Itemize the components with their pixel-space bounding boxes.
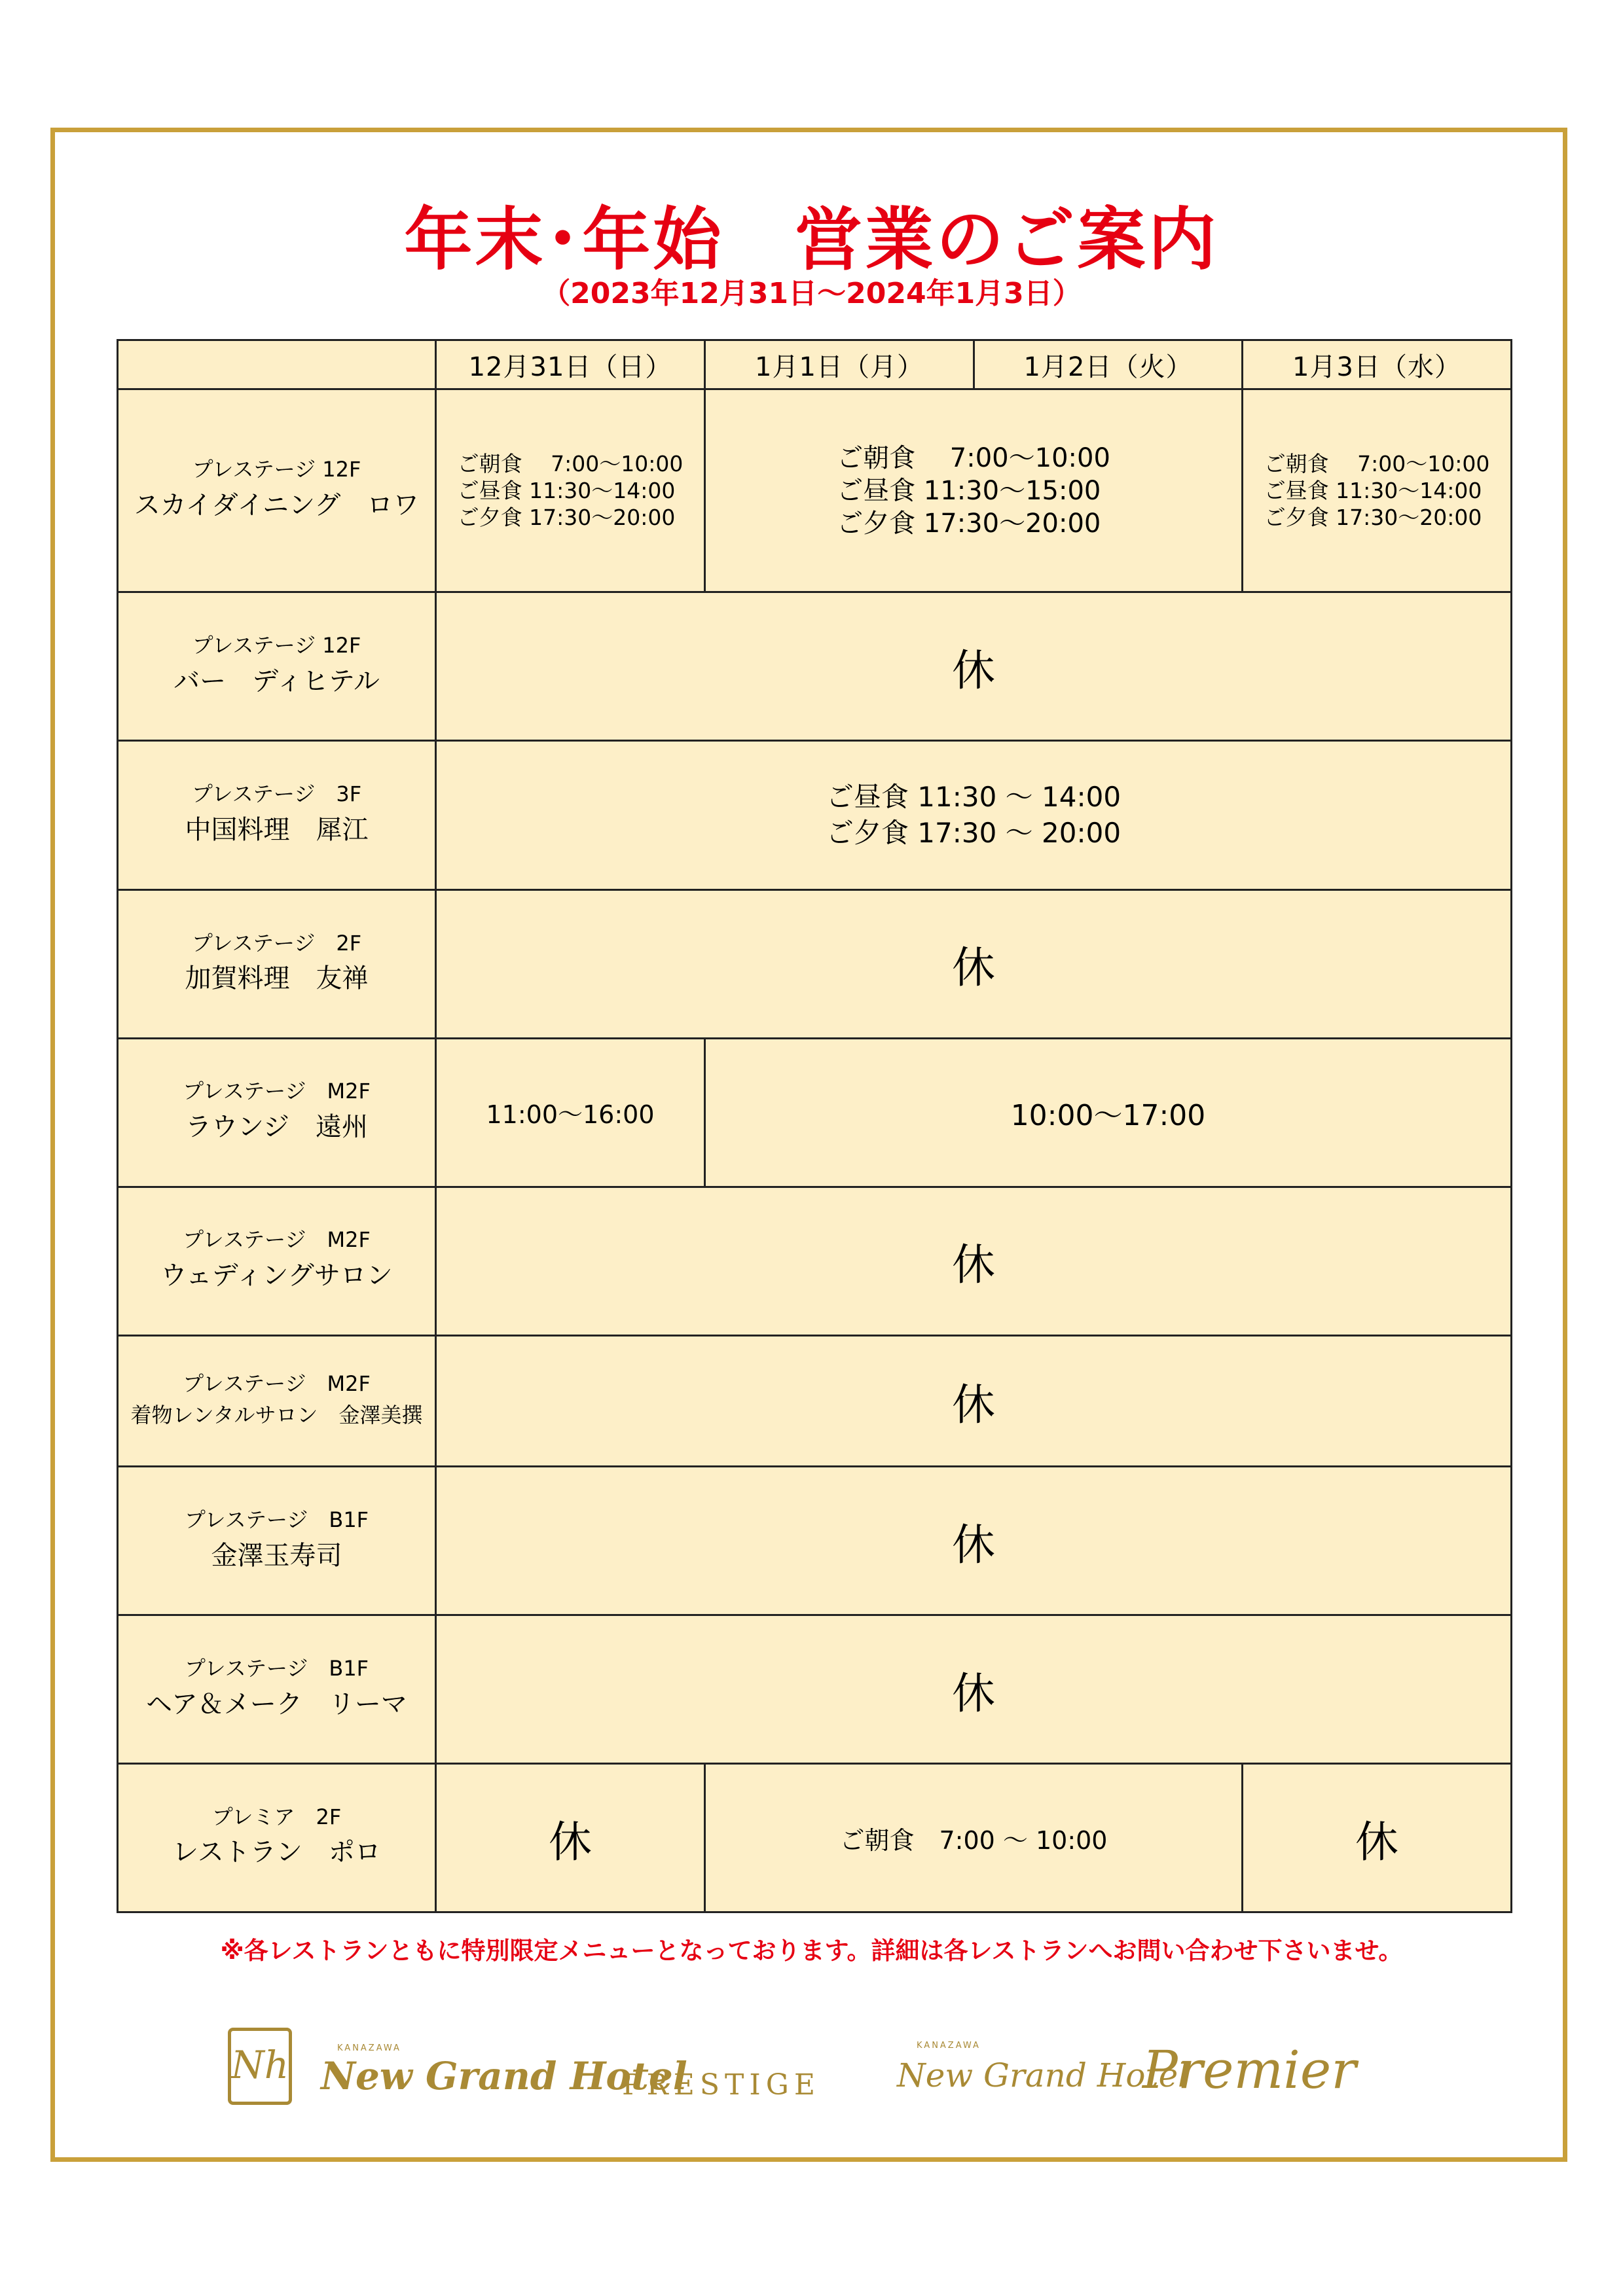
header-jan2: 1月2日（火） xyxy=(974,340,1243,389)
logo-script: New Grand Hotel xyxy=(321,2054,687,2098)
header-dec31: 12月31日（日） xyxy=(436,340,705,389)
logo-kanazawa: KANAZAWA xyxy=(337,2043,401,2053)
table-row xyxy=(118,592,1512,741)
closed-cell: 休 xyxy=(436,1187,1512,1335)
venue-location: プレステージ 12F xyxy=(192,633,361,658)
closed-cell-dec31: 休 xyxy=(436,1764,705,1912)
hours-cell-jan3 xyxy=(1243,389,1512,592)
hours-cell-jan1-3: 10:00～17:00 xyxy=(705,1038,1512,1187)
closed-cell: 休 xyxy=(436,1467,1512,1615)
table-row xyxy=(118,1187,1512,1335)
venue-location: プレステージ B1F xyxy=(184,1655,369,1681)
hours-text: ご朝食 7:00～10:00 ご昼食 11:30～14:00 ご夕食 17:30～20:00 xyxy=(457,450,684,531)
logo-prestige: PRESTIGE xyxy=(622,2068,820,2102)
table-row xyxy=(118,889,1512,1038)
venue-name: レストラン ポロ xyxy=(172,1837,381,1868)
venue-name: 中国料理 犀江 xyxy=(185,815,369,846)
header-row xyxy=(118,340,1512,389)
header-jan3: 1月3日（水） xyxy=(1243,340,1512,389)
table-row xyxy=(118,1038,1512,1187)
closed-cell: 休 xyxy=(436,1615,1512,1764)
premier-logo xyxy=(897,2016,1355,2114)
hours-cell-jan1-2: ご朝食 7:00 ～ 10:00 xyxy=(705,1764,1243,1912)
hours-cell-all xyxy=(436,741,1512,890)
venue-cell xyxy=(118,741,436,890)
table-row xyxy=(118,1764,1512,1912)
header-blank xyxy=(118,340,436,389)
closed-cell: 休 xyxy=(436,1335,1512,1467)
hours-cell-dec31 xyxy=(436,389,705,592)
schedule-table xyxy=(117,339,1512,1913)
venue-cell xyxy=(118,889,436,1038)
venue-name: 加賀料理 友禅 xyxy=(185,963,369,994)
venue-location: プレステージ 2F xyxy=(191,930,362,956)
closed-cell-jan3: 休 xyxy=(1243,1764,1512,1912)
venue-location: プレステージ B1F xyxy=(184,1507,369,1532)
venue-cell xyxy=(118,1187,436,1335)
date-range: （2023年12月31日～2024年1月3日） xyxy=(541,277,1082,310)
logo-premier: Premier xyxy=(1142,2039,1357,2100)
hours-text: ご朝食 7:00～10:00 ご昼食 11:30～15:00 ご夕食 17:30～20:00 xyxy=(837,442,1110,539)
venue-cell xyxy=(118,1764,436,1912)
footnote: ※各レストランともに特別限定メニューとなっております。詳細は各レストランへお問い合わせ下さいませ。 xyxy=(220,1937,1403,1965)
hours-cell-dec31: 11:00～16:00 xyxy=(436,1038,705,1187)
hotel-emblem-icon: Nh xyxy=(228,2028,292,2105)
logo-script: New Grand Hotel xyxy=(897,2056,1189,2094)
venue-name: ウェディングサロン xyxy=(160,1261,393,1291)
venue-cell xyxy=(118,1467,436,1615)
venue-name: ヘア＆メーク リーマ xyxy=(146,1689,407,1719)
closed-cell: 休 xyxy=(436,889,1512,1038)
table-row xyxy=(118,1467,1512,1615)
page-title: 年末･年始 営業のご案内 xyxy=(404,200,1219,279)
venue-location: プレミア 2F xyxy=(211,1804,342,1829)
venue-location: プレステージ M2F xyxy=(183,1371,371,1397)
prestige-logo xyxy=(223,2016,820,2114)
table-row xyxy=(118,741,1512,890)
venue-location: プレステージ M2F xyxy=(183,1079,371,1104)
venue-name: 金澤玉寿司 xyxy=(211,1540,342,1571)
venue-name: ラウンジ 遠州 xyxy=(185,1112,368,1143)
venue-location: プレステージ 12F xyxy=(192,457,361,482)
header-jan1: 1月1日（月） xyxy=(705,340,974,389)
venue-location: プレステージ M2F xyxy=(183,1227,371,1253)
venue-cell xyxy=(118,592,436,741)
table-row xyxy=(118,1335,1512,1467)
venue-cell xyxy=(118,1335,436,1467)
venue-location: プレステージ 3F xyxy=(191,781,362,807)
venue-cell xyxy=(118,1038,436,1187)
hours-text: ご朝食 7:00～10:00 ご昼食 11:30～14:00 ご夕食 17:30～20:00 xyxy=(1264,450,1490,531)
hours-cell-jan1-2 xyxy=(705,389,1243,592)
table-row xyxy=(118,1615,1512,1764)
table-row xyxy=(118,389,1512,592)
closed-cell: 休 xyxy=(436,592,1512,741)
venue-name: バー ディヒテル xyxy=(173,666,380,696)
venue-cell xyxy=(118,1615,436,1764)
hours-text: ご昼食 11:30 ～ 14:00 ご夕食 17:30 ～ 20:00 xyxy=(826,781,1122,849)
venue-name: 着物レンタルサロン 金澤美撰 xyxy=(130,1403,423,1428)
logo-kanazawa: KANAZAWA xyxy=(917,2041,981,2051)
venue-name: スカイダイニング ロワ xyxy=(134,490,420,521)
venue-cell xyxy=(118,389,436,592)
